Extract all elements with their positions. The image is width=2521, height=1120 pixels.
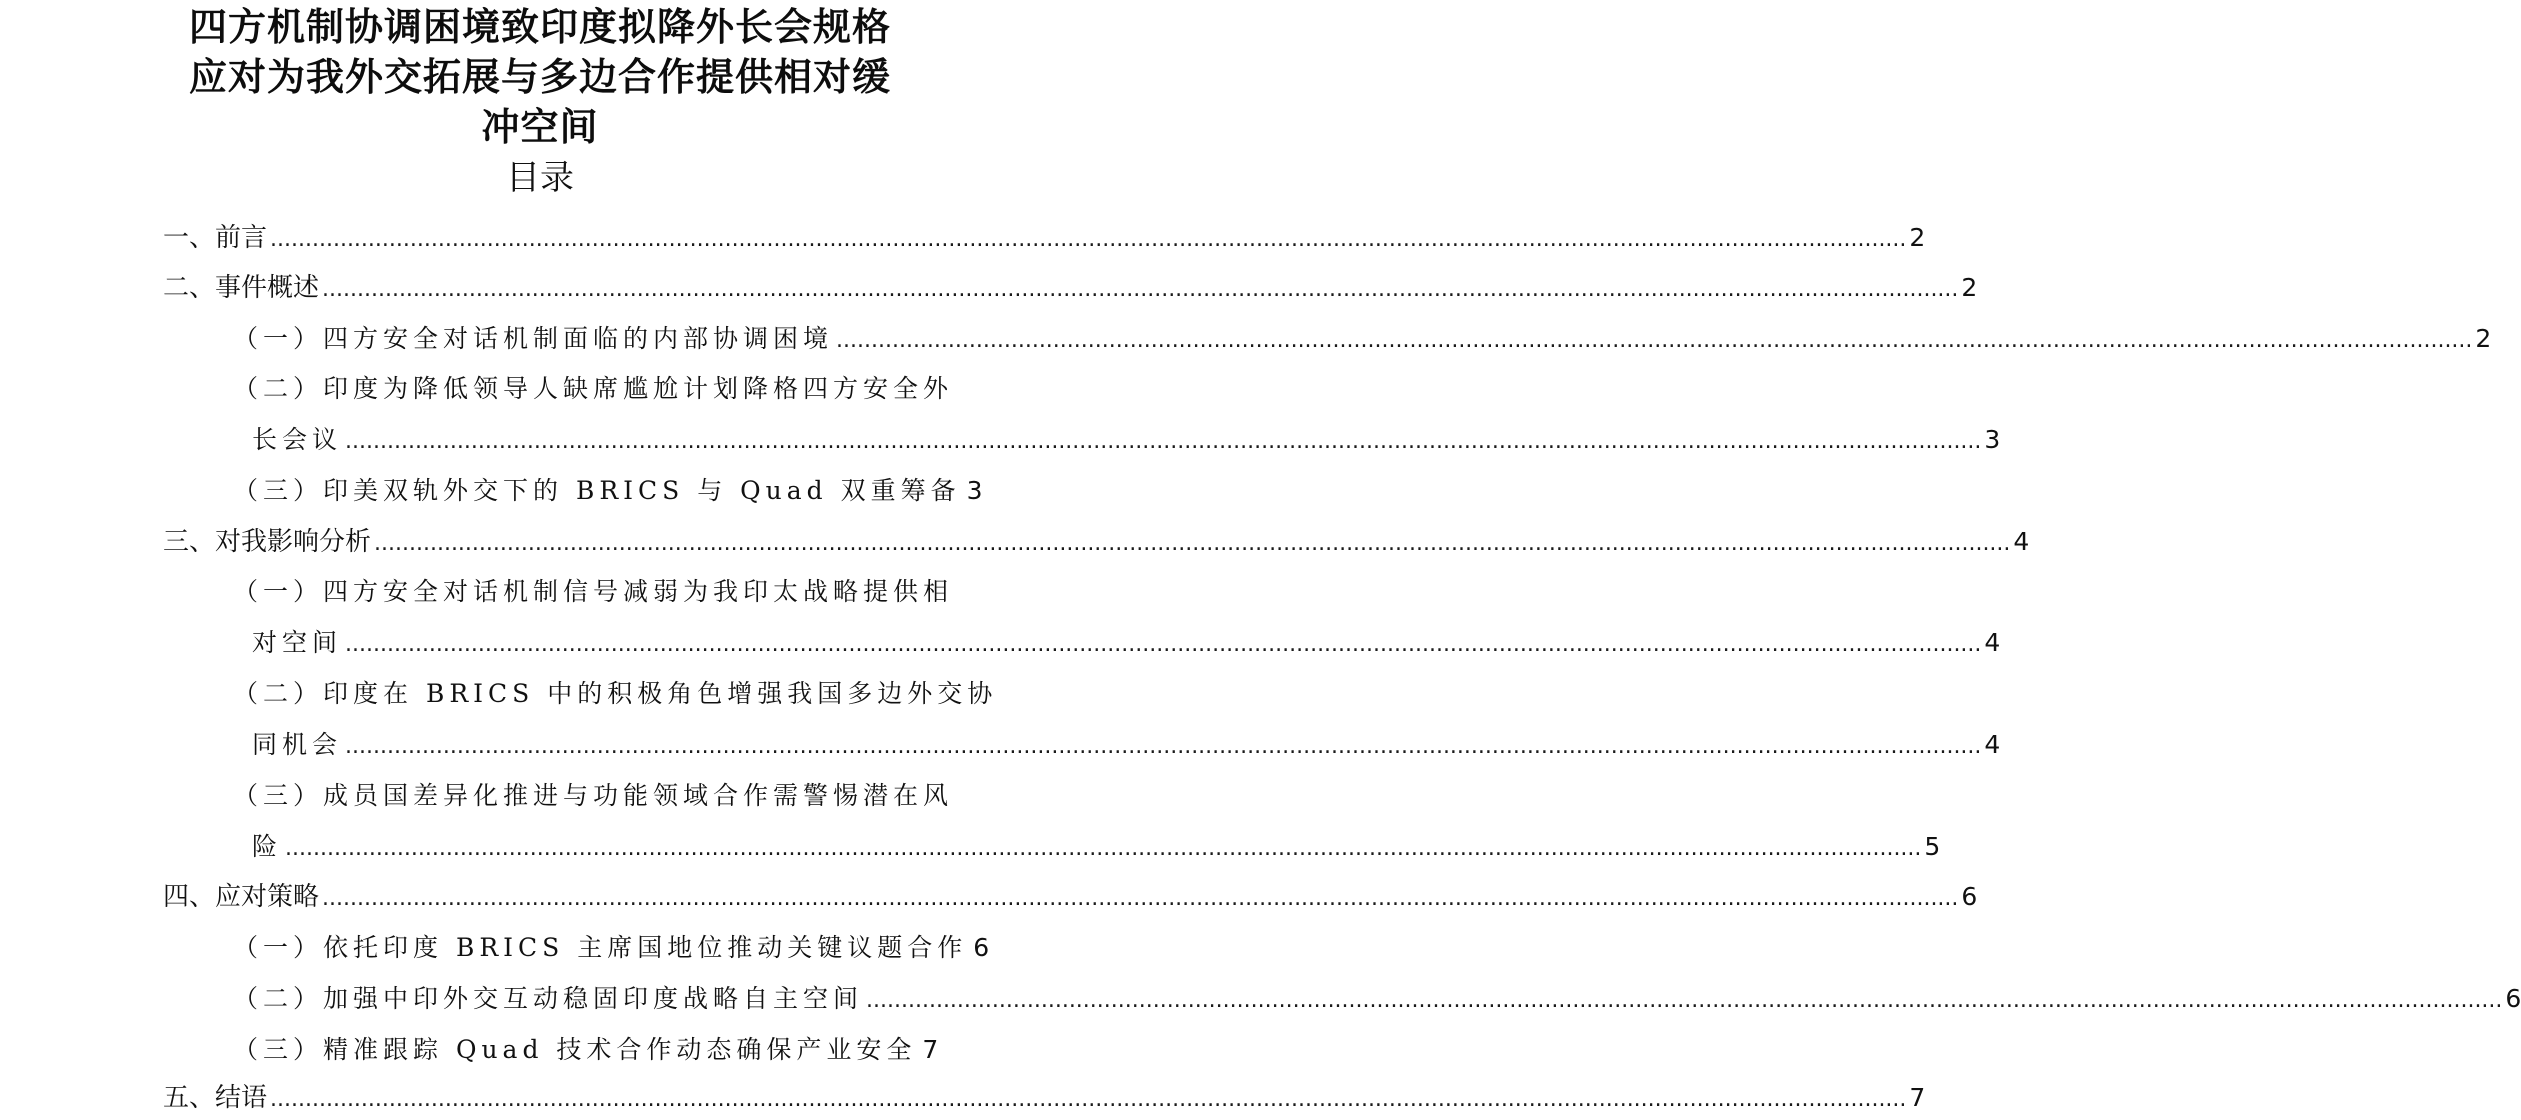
- toc-entry-continuation-text: 长会议: [252, 425, 343, 454]
- toc-dot-leader: [285, 829, 1921, 869]
- toc-entry-3-1[interactable]: （一）四方安全对话机制信号减弱为我印太战略提供相: [233, 577, 954, 606]
- toc-entry-text: 三、对我影响分析: [163, 527, 372, 557]
- toc-entry-text: （二）加强中印外交互动稳固印度战略自主空间: [233, 984, 864, 1013]
- toc-entry-text: 二、事件概述: [163, 273, 320, 303]
- toc-page-number: 7: [922, 1035, 939, 1064]
- toc-page-number: 2: [1909, 223, 1926, 252]
- toc-entry-continuation-text: 险: [252, 832, 283, 861]
- toc-entry-text: （一）依托印度 BRICS 主席国地位推动关键议题合作: [233, 933, 968, 962]
- toc-page-number: 4: [1984, 628, 2001, 657]
- toc-entry-text: 四、应对策略: [163, 882, 320, 912]
- toc-entry-2-2[interactable]: （二）印度为降低领导人缺席尴尬计划降格四方安全外: [233, 374, 954, 403]
- toc-entry-text: （三）印美双轨外交下的 BRICS 与 Quad 双重筹备: [233, 476, 961, 505]
- toc-dot-leader: [270, 1080, 1906, 1120]
- toc-entry-continuation-text: 对空间: [252, 628, 343, 657]
- toc-entry-2-1[interactable]: [233, 319, 2492, 359]
- toc-entry-text: （三）精准跟踪 Quad 技术合作动态确保产业安全: [233, 1035, 917, 1064]
- toc-dot-leader: [345, 727, 1981, 767]
- toc-entry-4-1[interactable]: [233, 928, 990, 968]
- toc-page-number: 6: [2505, 984, 2521, 1013]
- toc-entry-conclusion[interactable]: [163, 1078, 1926, 1118]
- toc-entry-text: 五、结语: [163, 1083, 268, 1113]
- toc-page-number: 2: [1961, 273, 1978, 302]
- toc-entry-response-strategy[interactable]: [163, 877, 1978, 917]
- toc-page-number: 4: [2013, 527, 2030, 556]
- toc-page-number: 3: [966, 476, 983, 505]
- toc-entry-3-1-continuation[interactable]: [252, 623, 2001, 663]
- toc-page-number: 6: [973, 933, 990, 962]
- toc-entry-2-2-continuation[interactable]: [252, 420, 2001, 460]
- document-title-line-2: 应对为我外交拓展与多边合作提供相对缓: [188, 55, 891, 99]
- document-title-line-3: 冲空间: [481, 105, 599, 149]
- toc-entry-3-2-continuation[interactable]: [252, 725, 2001, 765]
- toc-page-number: 6: [1961, 882, 1978, 911]
- toc-dot-leader: [836, 321, 2472, 361]
- toc-dot-leader: [374, 524, 2010, 564]
- toc-entry-text: （一）四方安全对话机制面临的内部协调困境: [233, 324, 834, 353]
- toc-heading: 目录: [506, 158, 574, 198]
- toc-dot-leader: [345, 625, 1981, 665]
- toc-entry-event-overview[interactable]: [163, 268, 1978, 308]
- toc-page-number: 7: [1909, 1083, 1926, 1112]
- toc-entry-text: 一、前言: [163, 223, 268, 253]
- document-title-line-1: 四方机制协调困境致印度拟降外长会规格: [188, 5, 891, 49]
- toc-dot-leader: [345, 422, 1981, 462]
- toc-entry-3-2[interactable]: （二）印度在 BRICS 中的积极角色增强我国多边外交协: [233, 679, 998, 708]
- toc-entry-continuation-text: 同机会: [252, 730, 343, 759]
- toc-entry-2-3[interactable]: [233, 471, 983, 511]
- toc-page-number: 5: [1924, 832, 1941, 861]
- toc-page-number: 3: [1984, 425, 2001, 454]
- toc-entry-3-3[interactable]: （三）成员国差异化推进与功能领域合作需警惕潜在风: [233, 781, 954, 810]
- toc-page-number: 4: [1984, 730, 2001, 759]
- toc-page-number: 2: [2475, 324, 2492, 353]
- toc-dot-leader: [270, 220, 1906, 260]
- toc-entry-preface[interactable]: [163, 218, 1926, 258]
- toc-dot-leader: [322, 879, 1958, 919]
- toc-dot-leader: [322, 270, 1958, 310]
- toc-dot-leader: [866, 981, 2502, 1021]
- toc-entry-impact-analysis[interactable]: [163, 522, 2030, 562]
- toc-entry-4-2[interactable]: [233, 979, 2521, 1019]
- toc-entry-4-3[interactable]: [233, 1030, 939, 1070]
- toc-entry-3-3-continuation[interactable]: [252, 827, 1941, 867]
